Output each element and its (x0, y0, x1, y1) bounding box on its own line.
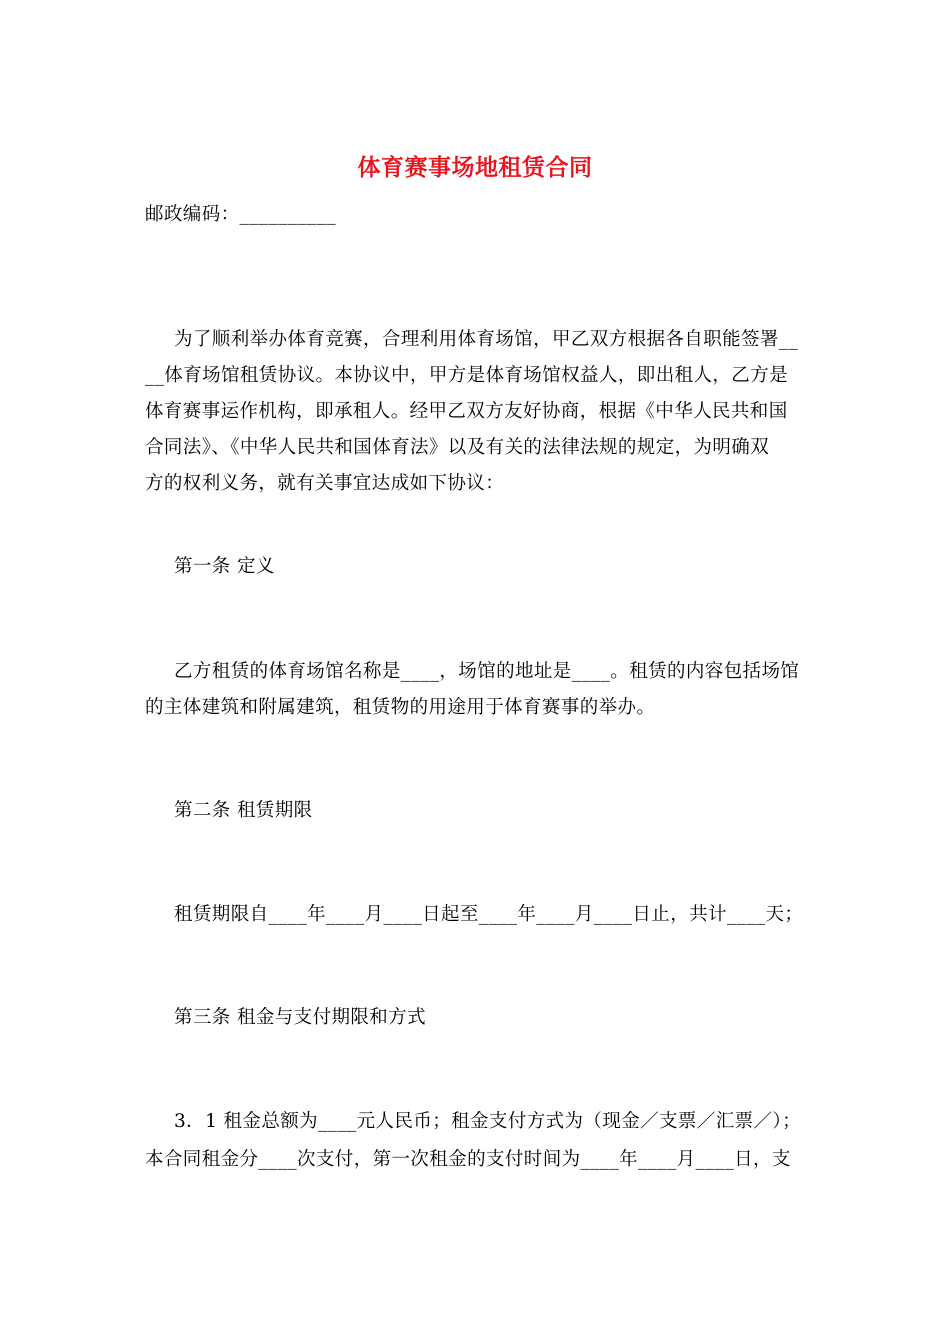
article3-body-line-2: 本合同租金分____次支付，第一次租金的支付时间为____年____月____日，支 (145, 1149, 791, 1170)
document-title: 体育赛事场地租赁合同 (357, 154, 593, 181)
postcode-line: 邮政编码：__________ (145, 204, 337, 225)
intro-line-3: 体育赛事运作机构，即承租人。经甲乙双方友好协商，根据《中华人民共和国 (145, 401, 788, 422)
article2-body: 租赁期限自____年____月____日起至____年____月____日止，共计____天； (174, 904, 804, 925)
article2-heading: 第二条 租赁期限 (174, 800, 313, 821)
intro-line-5: 方的权利义务，就有关事宜达成如下协议： (145, 473, 505, 494)
article3-heading: 第三条 租金与支付期限和方式 (174, 1007, 426, 1028)
article3-body-line-1: 3．1 租金总额为____元人民币；租金支付方式为（现金／支票／汇票／）； (174, 1111, 801, 1132)
article1-heading: 第一条 定义 (174, 556, 275, 577)
article1-body-line-2: 的主体建筑和附属建筑，租赁物的用途用于体育赛事的举办。 (145, 697, 656, 718)
intro-line-1: 为了顺利举办体育竞赛，合理利用体育场馆，甲乙双方根据各自职能签署__ (174, 329, 799, 350)
intro-line-4: 合同法》、《中华人民共和国体育法》以及有关的法律法规的规定，为明确双 (145, 437, 770, 458)
intro-line-2: __体育场馆租赁协议。本协议中，甲方是体育场馆权益人，即出租人，乙方是 (145, 365, 789, 386)
article1-body-line-1: 乙方租赁的体育场馆名称是____，场馆的地址是____。租赁的内容包括场馆 (174, 661, 800, 682)
